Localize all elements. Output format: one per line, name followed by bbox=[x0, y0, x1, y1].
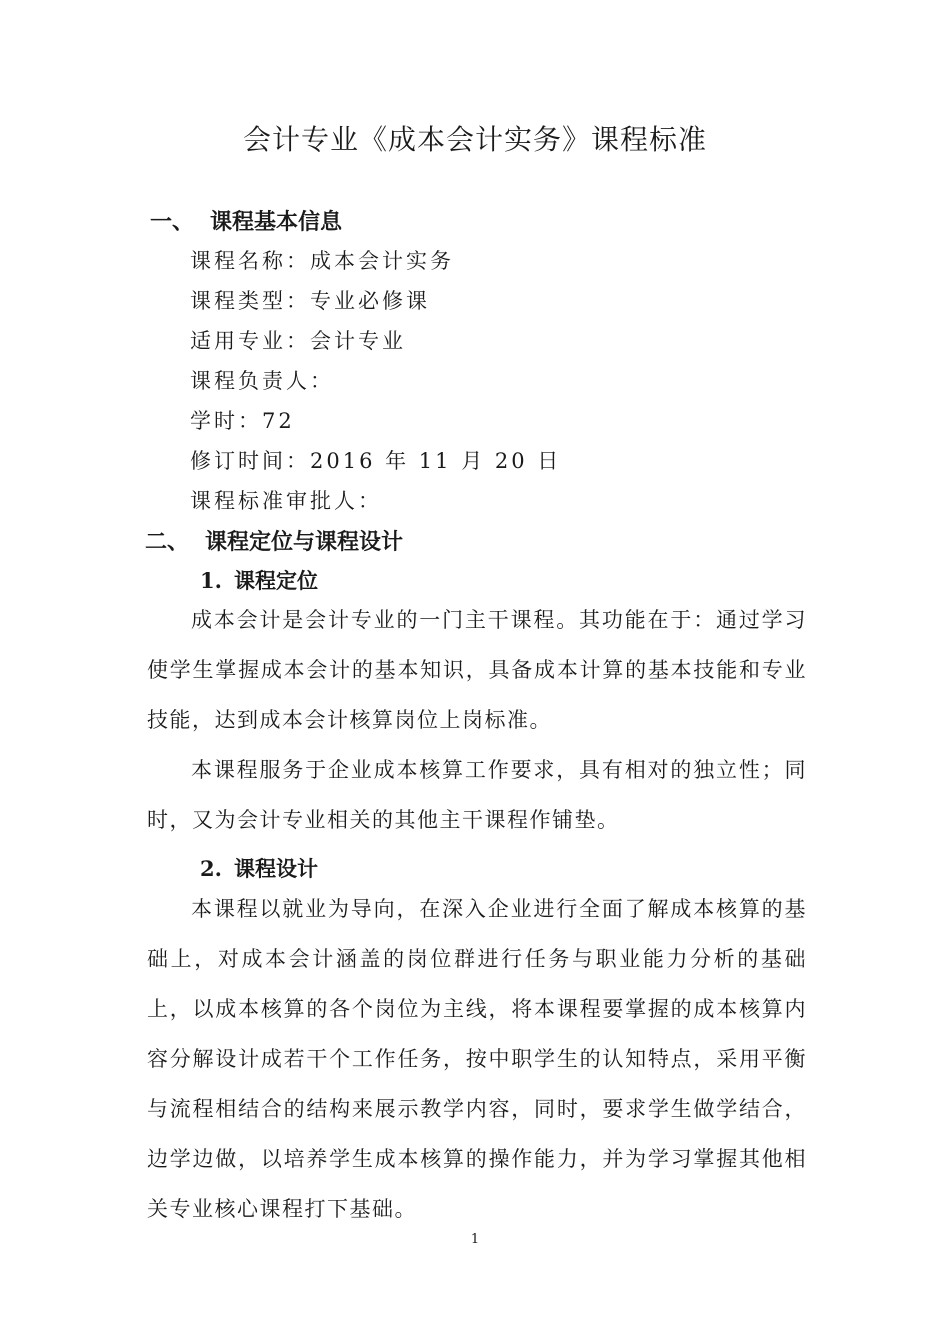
section-2-number: 二、 bbox=[145, 530, 190, 555]
document-title: 会计专业《成本会计实务》课程标准 bbox=[242, 123, 707, 156]
subsection-1-number: 1. bbox=[200, 568, 222, 593]
subsection-2-heading bbox=[200, 853, 318, 883]
section-2-title: 课程定位与课程设计 bbox=[205, 530, 404, 555]
section-1-number: 一、 bbox=[150, 210, 195, 235]
paragraph-design-1: 本课程以就业为导向，在深入企业进行全面了解成本核算的基础上，对成本会计涵盖的岗位群进行任务与职业能力分析的基础上，以成本核算的各个岗位为主线，将本课程要掌握的成本核算内容分解设计成若干个工作任务，按中职学生的认知特点，采用平衡与流程相结合的结构来展示教学内容，同时，要求学生做学结合，边学边做，以培养学生成本核算的操作能力，并为学习掌握其他相关专业核心课程打下基础。 bbox=[147, 897, 807, 1221]
section-2-heading bbox=[145, 525, 403, 556]
info-course-type: 课程类型：专业必修课 bbox=[190, 289, 430, 313]
paragraph-positioning-1: 成本会计是会计专业的一门主干课程。其功能在于：通过学习使学生掌握成本会计的基本知识，具备成本计算的基本技能和专业技能，达到成本会计核算岗位上岗标准。 bbox=[147, 608, 807, 732]
subsection-1-title: 课程定位 bbox=[234, 569, 318, 593]
section-1-heading bbox=[150, 205, 342, 236]
subsection-2-title: 课程设计 bbox=[234, 857, 318, 881]
subsection-2-number: 2. bbox=[200, 856, 222, 881]
page-number: 1 bbox=[470, 1232, 480, 1247]
info-major: 适用专业：会计专业 bbox=[190, 329, 406, 353]
info-course-lead: 课程负责人： bbox=[190, 369, 334, 393]
subsection-1-heading bbox=[200, 565, 318, 595]
paragraph-positioning-2: 本课程服务于企业成本核算工作要求，具有相对的独立性；同时，又为会计专业相关的其他主干课程作铺垫。 bbox=[147, 758, 807, 832]
info-hours: 学时：72 bbox=[190, 409, 295, 433]
info-course-name: 课程名称：成本会计实务 bbox=[190, 249, 454, 273]
section-1-title: 课程基本信息 bbox=[210, 210, 343, 235]
info-approver: 课程标准审批人： bbox=[190, 489, 382, 513]
info-revision-date: 修订时间：2016 年 11 月 20 日 bbox=[190, 449, 562, 473]
